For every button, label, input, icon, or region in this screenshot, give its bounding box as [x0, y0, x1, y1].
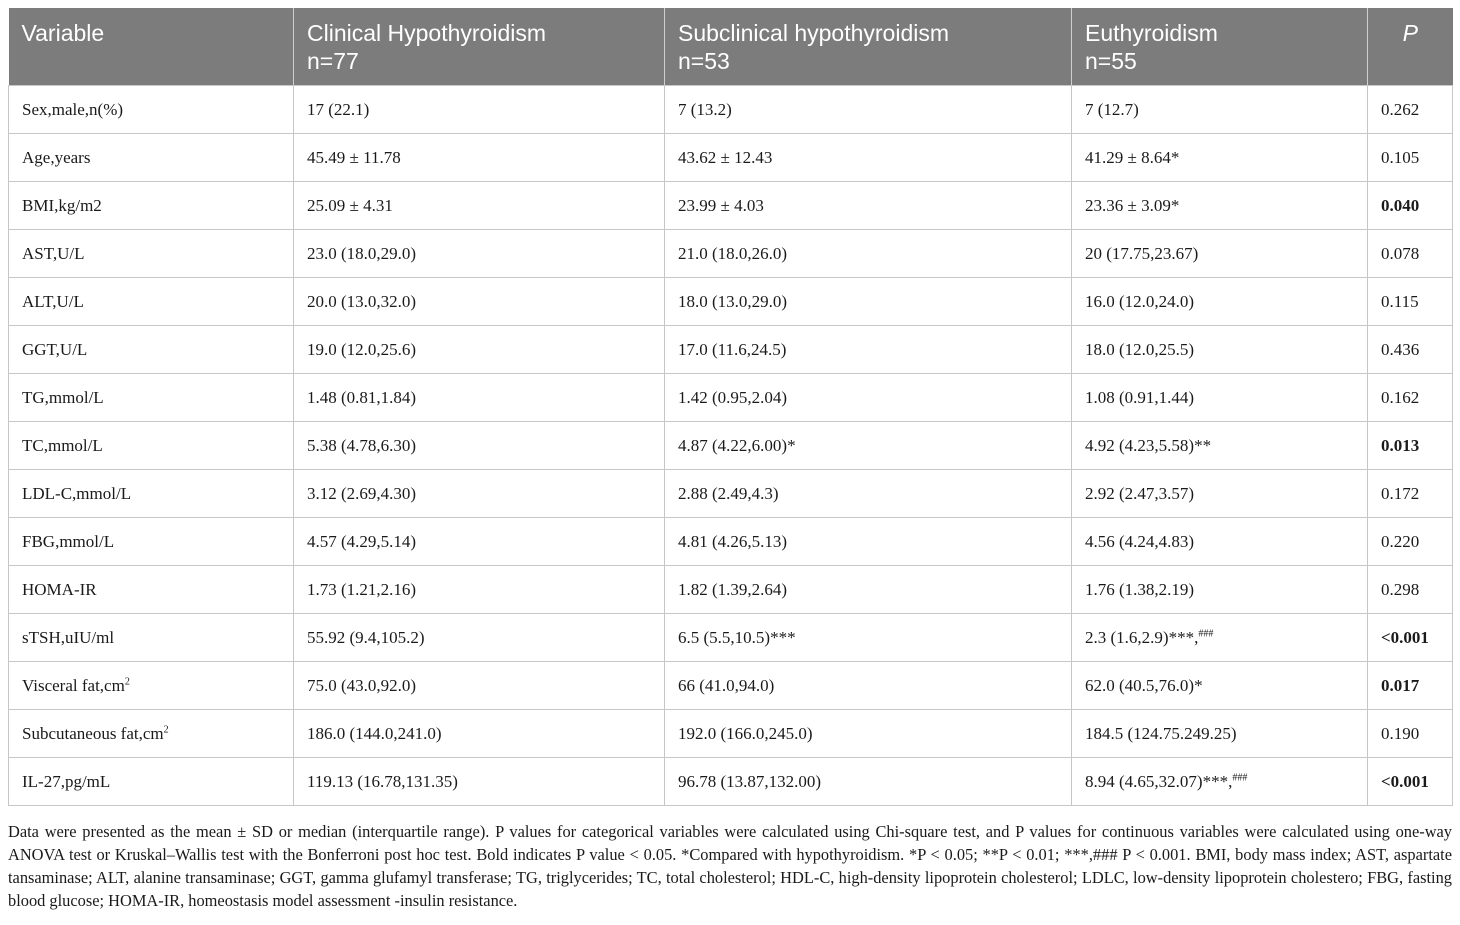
- cell-p-value: [1368, 422, 1453, 470]
- cell-p-value: [1368, 86, 1453, 134]
- table-row: [9, 230, 1453, 278]
- cell-p-value-text: 0.040: [1381, 195, 1420, 215]
- cell-clinical: [294, 566, 665, 614]
- unit-superscript: 2: [124, 675, 130, 687]
- header-subclinical: [665, 8, 1072, 86]
- cell-clinical-text: 55.92 (9.4,105.2): [307, 627, 425, 647]
- table-row: [9, 86, 1453, 134]
- cell-euthyroid: [1072, 710, 1368, 758]
- cell-variable: [9, 86, 294, 134]
- cell-variable-text: IL-27,pg/mL: [22, 771, 111, 791]
- cell-euthyroid: [1072, 614, 1368, 662]
- cell-subclinical-text: 17.0 (11.6,24.5): [678, 339, 787, 359]
- cell-subclinical-text: 6.5 (5.5,10.5)***: [678, 627, 796, 647]
- cell-variable-text: Visceral fat,cm: [22, 675, 125, 695]
- cell-p-value: [1368, 710, 1453, 758]
- cell-euthyroid: [1072, 566, 1368, 614]
- cell-clinical-text: 1.73 (1.21,2.16): [307, 579, 417, 599]
- cell-variable: [9, 710, 294, 758]
- cell-clinical-text: 19.0 (12.0,25.6): [307, 339, 417, 359]
- cell-variable-text: AST,U/L: [22, 243, 85, 263]
- table-row: [9, 710, 1453, 758]
- header-euthyroid: [1072, 8, 1368, 86]
- cell-p-value-text: 0.220: [1381, 531, 1420, 551]
- cell-euthyroid: [1072, 230, 1368, 278]
- significance-superscript: ###: [1198, 627, 1214, 639]
- cell-euthyroid-text: 41.29 ± 8.64*: [1085, 147, 1180, 167]
- cell-p-value-text: 0.078: [1381, 243, 1420, 263]
- cell-variable: [9, 470, 294, 518]
- table-footnote: Data were presented as the mean ± SD or median (interquartile range). P values for categorical variables were calculated using Chi-square test, and P values for continuous variables were calculated using one-way ANOVA test or Kruskal–Wallis test with the Bonferroni post hoc test. Bold indicates P value < 0.05. *Compared with hypothyroidism. *P < 0.05; **P < 0.01; ***,### P < 0.001. BMI, body mass index; AST, aspartate tansaminase; ALT, alanine transaminase; GGT, gamma glufamyl transferase; TG, triglycerides; TC, total cholesterol; HDL-C, high-density lipoprotein cholesterol; LDLC, low-density lipoprotein cholestero; FBG, fasting blood glucose; HOMA-IR, homeostasis model assessment -insulin resistance.: [8, 822, 1452, 910]
- cell-clinical: [294, 86, 665, 134]
- cell-euthyroid: [1072, 86, 1368, 134]
- table-row: [9, 278, 1453, 326]
- cell-clinical: [294, 182, 665, 230]
- header-clinical-label: Clinical Hypothyroidism: [307, 20, 547, 46]
- cell-variable: [9, 566, 294, 614]
- cell-variable-text: LDL-C,mmol/L: [22, 483, 132, 503]
- unit-superscript: 2: [163, 723, 169, 735]
- cell-euthyroid-text: 16.0 (12.0,24.0): [1085, 291, 1195, 311]
- cell-clinical-text: 23.0 (18.0,29.0): [307, 243, 417, 263]
- cell-subclinical: [665, 710, 1072, 758]
- header-euthyroid-n: n=55: [1085, 48, 1137, 74]
- cell-euthyroid-text: 23.36 ± 3.09*: [1085, 195, 1180, 215]
- cell-variable: [9, 326, 294, 374]
- cell-p-value-text: 0.115: [1381, 291, 1419, 311]
- cell-euthyroid: [1072, 278, 1368, 326]
- cell-p-value-text: <0.001: [1381, 627, 1429, 647]
- cell-variable: [9, 422, 294, 470]
- cell-subclinical-text: 66 (41.0,94.0): [678, 675, 775, 695]
- cell-p-value-text: 0.105: [1381, 147, 1420, 167]
- cell-p-value: [1368, 614, 1453, 662]
- cell-clinical: [294, 470, 665, 518]
- cell-subclinical: [665, 614, 1072, 662]
- cell-clinical: [294, 230, 665, 278]
- cell-euthyroid: [1072, 470, 1368, 518]
- cell-subclinical: [665, 662, 1072, 710]
- cell-p-value-text: 0.013: [1381, 435, 1420, 455]
- cell-subclinical: [665, 326, 1072, 374]
- cell-subclinical-text: 43.62 ± 12.43: [678, 147, 773, 167]
- cell-clinical: [294, 422, 665, 470]
- cell-clinical: [294, 662, 665, 710]
- cell-clinical-text: 25.09 ± 4.31: [307, 195, 393, 215]
- table-header: [9, 8, 1453, 86]
- header-variable: [9, 8, 294, 86]
- cell-clinical-text: 5.38 (4.78,6.30): [307, 435, 417, 455]
- header-p: [1368, 8, 1453, 86]
- cell-clinical-text: 119.13 (16.78,131.35): [307, 771, 458, 791]
- cell-euthyroid-text: 7 (12.7): [1085, 99, 1139, 119]
- cell-euthyroid-text: 20 (17.75,23.67): [1085, 243, 1199, 263]
- cell-subclinical: [665, 182, 1072, 230]
- header-variable-label: Variable: [21, 20, 105, 46]
- cell-clinical-text: 20.0 (13.0,32.0): [307, 291, 417, 311]
- cell-p-value: [1368, 470, 1453, 518]
- significance-superscript: ###: [1232, 771, 1248, 783]
- header-subclinical-n: n=53: [678, 48, 730, 74]
- cell-variable-text: Sex,male,n(%): [22, 99, 124, 119]
- table-body: [9, 86, 1453, 806]
- cell-euthyroid: [1072, 374, 1368, 422]
- cell-subclinical-text: 18.0 (13.0,29.0): [678, 291, 788, 311]
- header-clinical: [294, 8, 665, 86]
- cell-subclinical: [665, 422, 1072, 470]
- cell-subclinical: [665, 470, 1072, 518]
- cell-variable: [9, 518, 294, 566]
- cell-p-value: [1368, 134, 1453, 182]
- cell-subclinical-text: 7 (13.2): [678, 99, 732, 119]
- table-row: [9, 374, 1453, 422]
- cell-variable: [9, 374, 294, 422]
- cell-variable: [9, 182, 294, 230]
- cell-subclinical-text: 1.82 (1.39,2.64): [678, 579, 788, 599]
- cell-euthyroid: [1072, 134, 1368, 182]
- cell-variable-text: BMI,kg/m2: [22, 195, 102, 215]
- cell-variable: [9, 278, 294, 326]
- cell-clinical-text: 17 (22.1): [307, 99, 370, 119]
- cell-variable-text: TC,mmol/L: [22, 435, 103, 455]
- cell-clinical: [294, 758, 665, 806]
- cell-euthyroid-text: 2.3 (1.6,2.9)***,: [1085, 627, 1199, 647]
- cell-clinical-text: 75.0 (43.0,92.0): [307, 675, 417, 695]
- cell-p-value-text: 0.017: [1381, 675, 1420, 695]
- cell-variable: [9, 758, 294, 806]
- cell-euthyroid-text: 1.76 (1.38,2.19): [1085, 579, 1195, 599]
- cell-p-value-text: <0.001: [1381, 771, 1429, 791]
- cell-subclinical: [665, 86, 1072, 134]
- cell-clinical-text: 1.48 (0.81,1.84): [307, 387, 417, 407]
- cell-p-value: [1368, 662, 1453, 710]
- cell-subclinical: [665, 134, 1072, 182]
- cell-subclinical: [665, 518, 1072, 566]
- cell-clinical: [294, 374, 665, 422]
- cell-variable-text: sTSH,uIU/ml: [22, 627, 115, 647]
- cell-p-value-text: 0.262: [1381, 99, 1420, 119]
- cell-clinical-text: 3.12 (2.69,4.30): [307, 483, 417, 503]
- cell-variable: [9, 614, 294, 662]
- data-table: [8, 8, 1453, 806]
- cell-subclinical-text: 4.81 (4.26,5.13): [678, 531, 788, 551]
- cell-p-value: [1368, 566, 1453, 614]
- cell-euthyroid-text: 4.92 (4.23,5.58)**: [1085, 435, 1212, 455]
- cell-variable-text: ALT,U/L: [22, 291, 84, 311]
- table-row: [9, 614, 1453, 662]
- cell-subclinical-text: 96.78 (13.87,132.00): [678, 771, 822, 791]
- cell-subclinical: [665, 374, 1072, 422]
- cell-subclinical: [665, 278, 1072, 326]
- cell-euthyroid: [1072, 758, 1368, 806]
- cell-subclinical-text: 1.42 (0.95,2.04): [678, 387, 788, 407]
- cell-p-value-text: 0.172: [1381, 483, 1420, 503]
- header-p-label: P: [1402, 20, 1418, 46]
- cell-subclinical-text: 23.99 ± 4.03: [678, 195, 764, 215]
- table-row: [9, 566, 1453, 614]
- cell-variable-text: Subcutaneous fat,cm: [22, 723, 164, 743]
- cell-variable: [9, 134, 294, 182]
- cell-clinical: [294, 134, 665, 182]
- table-row: [9, 134, 1453, 182]
- table-container: [8, 8, 1452, 806]
- cell-variable: [9, 230, 294, 278]
- cell-clinical-text: 186.0 (144.0,241.0): [307, 723, 442, 743]
- cell-variable-text: FBG,mmol/L: [22, 531, 115, 551]
- cell-p-value-text: 0.298: [1381, 579, 1420, 599]
- cell-p-value-text: 0.436: [1381, 339, 1420, 359]
- cell-clinical-text: 4.57 (4.29,5.14): [307, 531, 417, 551]
- cell-euthyroid-text: 4.56 (4.24,4.83): [1085, 531, 1195, 551]
- cell-euthyroid-text: 2.92 (2.47,3.57): [1085, 483, 1195, 503]
- header-subclinical-label: Subclinical hypothyroidism: [678, 20, 950, 46]
- cell-p-value: [1368, 278, 1453, 326]
- cell-clinical: [294, 278, 665, 326]
- cell-euthyroid-text: 62.0 (40.5,76.0)*: [1085, 675, 1203, 695]
- cell-p-value: [1368, 326, 1453, 374]
- table-row: [9, 326, 1453, 374]
- cell-subclinical-text: 2.88 (2.49,4.3): [678, 483, 779, 503]
- cell-euthyroid-text: 18.0 (12.0,25.5): [1085, 339, 1195, 359]
- cell-euthyroid: [1072, 422, 1368, 470]
- cell-clinical: [294, 518, 665, 566]
- cell-p-value-text: 0.162: [1381, 387, 1420, 407]
- header-row: [9, 8, 1453, 86]
- header-clinical-n: n=77: [307, 48, 359, 74]
- cell-euthyroid-text: 184.5 (124.75.249.25): [1085, 723, 1237, 743]
- cell-euthyroid: [1072, 326, 1368, 374]
- cell-euthyroid: [1072, 518, 1368, 566]
- cell-subclinical: [665, 758, 1072, 806]
- table-row: [9, 518, 1453, 566]
- cell-variable-text: TG,mmol/L: [22, 387, 104, 407]
- cell-p-value: [1368, 518, 1453, 566]
- cell-clinical: [294, 614, 665, 662]
- cell-subclinical: [665, 230, 1072, 278]
- cell-p-value: [1368, 182, 1453, 230]
- table-row: [9, 470, 1453, 518]
- cell-variable-text: HOMA-IR: [22, 579, 97, 599]
- cell-subclinical: [665, 566, 1072, 614]
- cell-clinical: [294, 710, 665, 758]
- cell-clinical-text: 45.49 ± 11.78: [307, 147, 401, 167]
- cell-variable: [9, 662, 294, 710]
- cell-euthyroid-text: 8.94 (4.65,32.07)***,: [1085, 771, 1233, 791]
- table-row: [9, 422, 1453, 470]
- cell-subclinical-text: 192.0 (166.0,245.0): [678, 723, 813, 743]
- table-row: [9, 662, 1453, 710]
- table-row: [9, 758, 1453, 806]
- table-row: [9, 182, 1453, 230]
- cell-euthyroid: [1072, 182, 1368, 230]
- header-euthyroid-label: Euthyroidism: [1085, 20, 1218, 46]
- cell-euthyroid-text: 1.08 (0.91,1.44): [1085, 387, 1195, 407]
- cell-p-value: [1368, 374, 1453, 422]
- cell-subclinical-text: 21.0 (18.0,26.0): [678, 243, 788, 263]
- cell-clinical: [294, 326, 665, 374]
- cell-p-value-text: 0.190: [1381, 723, 1420, 743]
- cell-variable-text: GGT,U/L: [22, 339, 88, 359]
- cell-subclinical-text: 4.87 (4.22,6.00)*: [678, 435, 796, 455]
- cell-p-value: [1368, 230, 1453, 278]
- cell-euthyroid: [1072, 662, 1368, 710]
- cell-variable-text: Age,years: [22, 147, 91, 167]
- cell-p-value: [1368, 758, 1453, 806]
